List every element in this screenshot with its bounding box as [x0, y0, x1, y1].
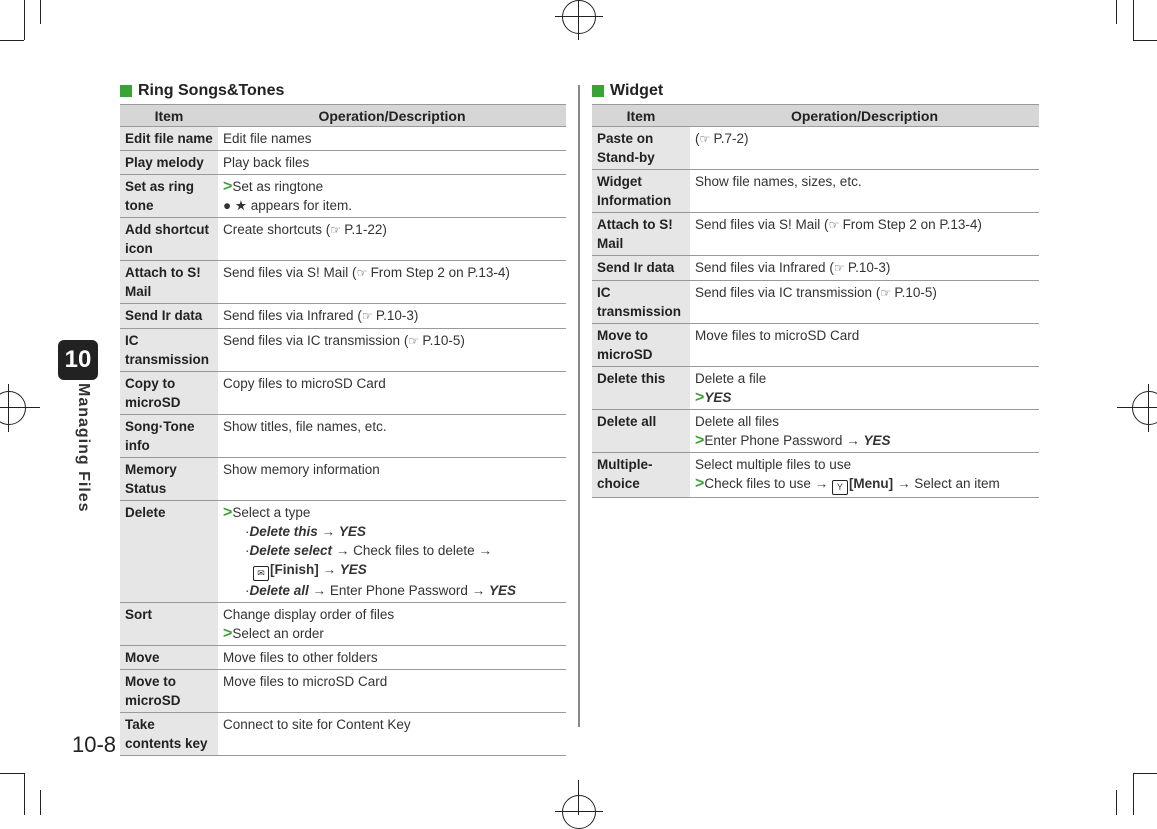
desc-text: Send files via S! Mail (: [223, 265, 357, 280]
desc-text: From Step 2 on P.13-4): [842, 217, 982, 232]
desc-cell: Move files to microSD Card: [690, 324, 1039, 367]
pointing-hand-icon: ☞: [828, 218, 840, 232]
table-row: [120, 415, 566, 458]
desc-cell: [690, 367, 1039, 410]
item-cell: Delete: [120, 501, 218, 603]
option-text: YES: [488, 583, 516, 598]
desc-cell: Move files to other folders: [218, 646, 566, 670]
item-cell: Sort: [120, 603, 218, 646]
desc-text: P.10-3): [375, 308, 419, 323]
desc-text: Set as ringtone: [232, 179, 324, 194]
desc-text: Send files via IC transmission (: [223, 333, 409, 348]
table-row: [120, 151, 566, 175]
item-cell: Widget Information: [592, 170, 690, 213]
option-text: YES: [863, 433, 891, 448]
crop-mark: [1133, 40, 1157, 41]
desc-text: Select an item: [914, 476, 1000, 491]
desc-cell: Show file names, sizes, etc.: [690, 170, 1039, 213]
pointing-hand-icon: ☞: [361, 309, 373, 323]
item-cell: Move to microSD: [592, 324, 690, 367]
header-description: Operation/Description: [690, 105, 1039, 127]
chapter-label: Managing Files: [75, 383, 92, 513]
item-cell: IC transmission: [592, 281, 690, 324]
desc-cell: [218, 218, 566, 261]
right-arrow-icon: →: [471, 583, 486, 598]
pointing-hand-icon: ☞: [356, 266, 368, 280]
option-text: Delete select: [249, 543, 333, 558]
desc-cell: Copy files to microSD Card: [218, 372, 566, 415]
desc-text: Select multiple files to use: [695, 457, 852, 472]
table-row: [592, 324, 1039, 367]
desc-text: Enter Phone Password: [704, 433, 843, 448]
desc-cell: [690, 410, 1039, 453]
triangle-arrow-icon: >: [695, 475, 705, 492]
pointing-hand-icon: ☞: [699, 132, 711, 146]
item-cell: Memory Status: [120, 458, 218, 501]
item-cell: Move: [120, 646, 218, 670]
triangle-arrow-icon: >: [695, 389, 705, 406]
widget-section: [592, 80, 1039, 498]
table-row: [120, 372, 566, 415]
registration-mark: [0, 407, 40, 408]
crop-mark: [24, 0, 25, 40]
table-row: [592, 367, 1039, 410]
desc-text: Create shortcuts (: [223, 222, 331, 237]
right-arrow-icon: →: [846, 433, 860, 448]
desc-cell: Play back files: [218, 151, 566, 175]
item-cell: Move to microSD: [120, 670, 218, 713]
desc-cell: Edit file names: [218, 127, 566, 151]
crop-mark: [1133, 773, 1157, 774]
desc-text: From Step 2 on P.13-4): [370, 265, 510, 280]
section-heading: [120, 80, 566, 102]
column-divider: [578, 85, 580, 727]
item-cell: Set as ring tone: [120, 175, 218, 218]
item-cell: Edit file name: [120, 127, 218, 151]
right-arrow-icon: →: [312, 583, 327, 598]
item-cell: Attach to S! Mail: [592, 213, 690, 256]
table-row: [120, 458, 566, 501]
option-text: Delete all: [249, 583, 309, 598]
table-row: [120, 175, 566, 218]
section-title: Ring Songs&Tones: [138, 82, 285, 99]
desc-text: Check files to delete: [353, 543, 475, 558]
registration-mark: [8, 384, 9, 432]
registration-mark: [1132, 391, 1157, 425]
item-cell: Send Ir data: [592, 256, 690, 281]
item-cell: Delete this: [592, 367, 690, 410]
desc-text: Send files via Infrared (: [695, 260, 834, 275]
table-row: [120, 261, 566, 304]
table-row: [592, 170, 1039, 213]
triangle-arrow-icon: >: [223, 504, 233, 521]
desc-text: Delete a file: [695, 371, 767, 386]
desc-text: P.7-2): [713, 131, 749, 146]
green-square-icon: [120, 85, 132, 97]
desc-text: Send files via S! Mail (: [695, 217, 829, 232]
crop-mark: [1133, 0, 1134, 40]
desc-text: Check files to use: [704, 476, 811, 491]
desc-text: Send files via Infrared (: [223, 308, 362, 323]
table-row: [120, 603, 566, 646]
desc-cell: Connect to site for Content Key: [218, 713, 566, 756]
item-cell: Delete all: [592, 410, 690, 453]
pointing-hand-icon: ☞: [330, 223, 342, 237]
right-arrow-icon: →: [478, 543, 492, 558]
table-row: [592, 127, 1039, 170]
table-row: [120, 713, 566, 756]
desc-text: P.1-22): [344, 222, 387, 237]
desc-text: P.10-5): [894, 285, 937, 300]
right-arrow-icon: →: [321, 524, 336, 539]
item-cell: Play melody: [120, 151, 218, 175]
desc-text: P.10-3): [847, 260, 891, 275]
key-label: [Finish]: [270, 562, 319, 577]
right-arrow-icon: →: [335, 543, 350, 558]
right-arrow-icon: →: [896, 476, 911, 491]
desc-cell: [690, 256, 1039, 281]
item-cell: Take contents key: [120, 713, 218, 756]
item-cell: IC transmission: [120, 329, 218, 372]
desc-text: ★ appears for item.: [234, 198, 353, 213]
pointing-hand-icon: ☞: [833, 261, 845, 275]
item-cell: Paste on Stand-by: [592, 127, 690, 170]
bullet-icon: ●: [223, 198, 235, 213]
option-text: YES: [339, 562, 367, 577]
desc-cell: Show titles, file names, etc.: [218, 415, 566, 458]
desc-text: Send files via IC transmission (: [695, 285, 881, 300]
table-row: [120, 501, 566, 603]
table-row: [592, 410, 1039, 453]
pointing-hand-icon: ☞: [408, 334, 420, 348]
desc-cell: [218, 603, 566, 646]
item-cell: Add shortcut icon: [120, 218, 218, 261]
desc-text: (: [695, 131, 700, 146]
desc-cell: [690, 453, 1039, 498]
desc-cell: Move files to microSD Card: [218, 670, 566, 713]
table-row: [120, 304, 566, 329]
desc-text: Delete all files: [695, 414, 780, 429]
desc-cell: >Select a type ·Delete this → YES ·Delete select → Check files to delete → ✉ [Finish] → YES ·Delete all → Enter Phone Password → YES: [218, 501, 566, 603]
table-row: [592, 256, 1039, 281]
green-square-icon: [592, 85, 604, 97]
ring-songs-section: [120, 80, 566, 756]
mail-key-icon: ✉: [253, 566, 269, 581]
table-row: [120, 670, 566, 713]
item-cell: Song·Tone info: [120, 415, 218, 458]
header-description: Operation/Description: [218, 105, 566, 127]
desc-text: Select a type: [232, 505, 311, 520]
registration-mark: [555, 16, 603, 17]
item-cell: Attach to S! Mail: [120, 261, 218, 304]
crop-mark: [0, 773, 24, 774]
header-item: Item: [592, 105, 690, 127]
page-number: 10-8: [72, 732, 117, 757]
desc-cell: [690, 127, 1039, 170]
pointing-hand-icon: ☞: [880, 286, 892, 300]
registration-mark: [562, 795, 596, 829]
registration-mark: [562, 0, 596, 34]
registration-mark: [1148, 384, 1149, 432]
right-arrow-icon: →: [322, 562, 337, 577]
crop-mark: [1116, 790, 1117, 815]
desc-cell: [218, 175, 566, 218]
registration-mark: [0, 391, 26, 425]
section-heading: [592, 80, 1039, 102]
item-cell: Send Ir data: [120, 304, 218, 329]
desc-cell: [218, 304, 566, 329]
ring-songs-table: [120, 104, 566, 756]
desc-text: Change display order of files: [223, 607, 395, 622]
crop-mark: [24, 773, 25, 815]
crop-mark: [40, 790, 41, 815]
registration-mark: [578, 780, 579, 815]
key-label: [Menu]: [848, 476, 894, 491]
table-row: [592, 453, 1039, 498]
table-row: [592, 213, 1039, 256]
desc-text: Select an order: [232, 626, 324, 641]
crop-mark: [0, 40, 24, 41]
desc-cell: [218, 329, 566, 372]
desc-cell: [690, 281, 1039, 324]
option-text: YES: [338, 524, 366, 539]
table-row: [120, 329, 566, 372]
desc-text: P.10-5): [422, 333, 465, 348]
table-row: [120, 218, 566, 261]
widget-table: [592, 104, 1039, 498]
desc-cell: [218, 261, 566, 304]
chapter-number-tab: 10: [58, 340, 98, 380]
triangle-arrow-icon: >: [223, 178, 233, 195]
crop-mark: [1116, 0, 1117, 24]
crop-mark: [40, 0, 41, 24]
desc-text: Enter Phone Password: [329, 583, 468, 598]
registration-mark: [578, 0, 579, 40]
right-arrow-icon: →: [814, 476, 829, 491]
y-key-icon: Y: [832, 480, 848, 495]
registration-mark: [555, 811, 603, 812]
registration-mark: [1117, 407, 1157, 408]
item-cell: Copy to microSD: [120, 372, 218, 415]
header-item: Item: [120, 105, 218, 127]
table-header-row: [120, 105, 566, 127]
item-cell: Multiple-choice: [592, 453, 690, 498]
table-row: [120, 646, 566, 670]
table-row: [120, 127, 566, 151]
desc-cell: [690, 213, 1039, 256]
triangle-arrow-icon: >: [223, 625, 233, 642]
option-text: Delete this: [249, 524, 318, 539]
section-title: Widget: [610, 82, 664, 99]
triangle-arrow-icon: >: [695, 432, 705, 449]
table-header-row: [592, 105, 1039, 127]
desc-cell: Show memory information: [218, 458, 566, 501]
crop-mark: [1133, 773, 1134, 815]
table-row: [592, 281, 1039, 324]
option-text: YES: [704, 390, 732, 405]
